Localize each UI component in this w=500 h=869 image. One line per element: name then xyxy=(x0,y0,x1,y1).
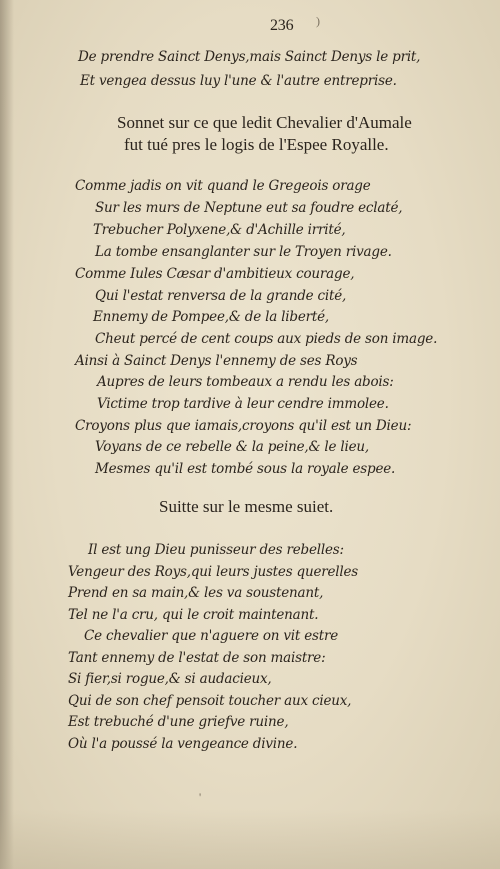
suite-line-4: Tel ne l'a cru, qui le croit maintenant. xyxy=(68,607,319,623)
page-gutter-shadow xyxy=(0,0,14,869)
suite-line-9: Est trebuché d'une griefve ruine, xyxy=(68,714,289,730)
sonnet-line-5: Comme Iules Cæsar d'ambitieux courage, xyxy=(75,266,355,282)
sonnet-line-7: Ennemy de Pompee,& de la liberté, xyxy=(93,309,329,325)
sonnet-line-2: Sur les murs de Neptune eut sa foudre eclaté, xyxy=(95,200,403,216)
suite-line-7: Si fier,si rogue,& si audacieux, xyxy=(68,671,272,687)
suite-line-5: Ce chevalier que n'aguere on vit estre xyxy=(84,628,338,644)
suite-line-3: Prend en sa main,& les va soustenant, xyxy=(68,585,324,601)
suite-line-8: Qui de son chef pensoit toucher aux cieux, xyxy=(68,693,352,709)
sonnet-line-9: Ainsi à Sainct Denys l'ennemy de ses Roys xyxy=(75,353,358,369)
sonnet-title-line-2: fut tué pres le logis de l'Espee Royalle. xyxy=(124,135,389,154)
margin-mark: ) xyxy=(316,14,320,28)
sonnet-line-1: Comme jadis on vit quand le Gregeois orage xyxy=(75,178,371,194)
suite-line-2: Vengeur des Roys,qui leurs justes querelles xyxy=(68,564,359,580)
suite-line-6: Tant ennemy de l'estat de son maistre: xyxy=(68,650,326,666)
suite-title: Suitte sur le mesme suiet. xyxy=(159,497,334,516)
suite-line-10: Où l'a poussé la vengeance divine. xyxy=(68,736,298,752)
sonnet-line-4: La tombe ensanglanter sur le Troyen rivage. xyxy=(95,244,392,260)
sonnet-line-10: Aupres de leurs tombeaux a rendu les abois: xyxy=(97,374,394,390)
sonnet-line-11: Victime trop tardive à leur cendre immolee. xyxy=(97,396,389,412)
sonnet-line-12: Croyons plus que iamais,croyons qu'il est un Dieu: xyxy=(75,418,412,434)
top-line-1: De prendre Sainct Denys,mais Sainct Denys le prit, xyxy=(78,49,421,65)
sonnet-line-13: Voyans de ce rebelle & la peine,& le lieu, xyxy=(95,439,369,455)
margin-mark-bottom: ' xyxy=(199,790,202,804)
sonnet-line-8: Cheut percé de cent coups aux pieds de son image. xyxy=(95,331,438,347)
sonnet-line-14: Mesmes qu'il est tombé sous la royale espee. xyxy=(95,461,396,477)
page-number: 236 xyxy=(270,17,294,34)
sonnet-title-line-1: Sonnet sur ce que ledit Chevalier d'Aumale xyxy=(117,113,412,132)
page-bottom-shadow xyxy=(0,809,500,869)
sonnet-line-6: Qui l'estat renversa de la grande cité, xyxy=(95,288,347,304)
suite-line-1: Il est ung Dieu punisseur des rebelles: xyxy=(88,542,344,558)
sonnet-line-3: Trebucher Polyxene,& d'Achille irrité, xyxy=(93,222,346,238)
top-line-2: Et vengea dessus luy l'une & l'autre entreprise. xyxy=(80,73,397,89)
